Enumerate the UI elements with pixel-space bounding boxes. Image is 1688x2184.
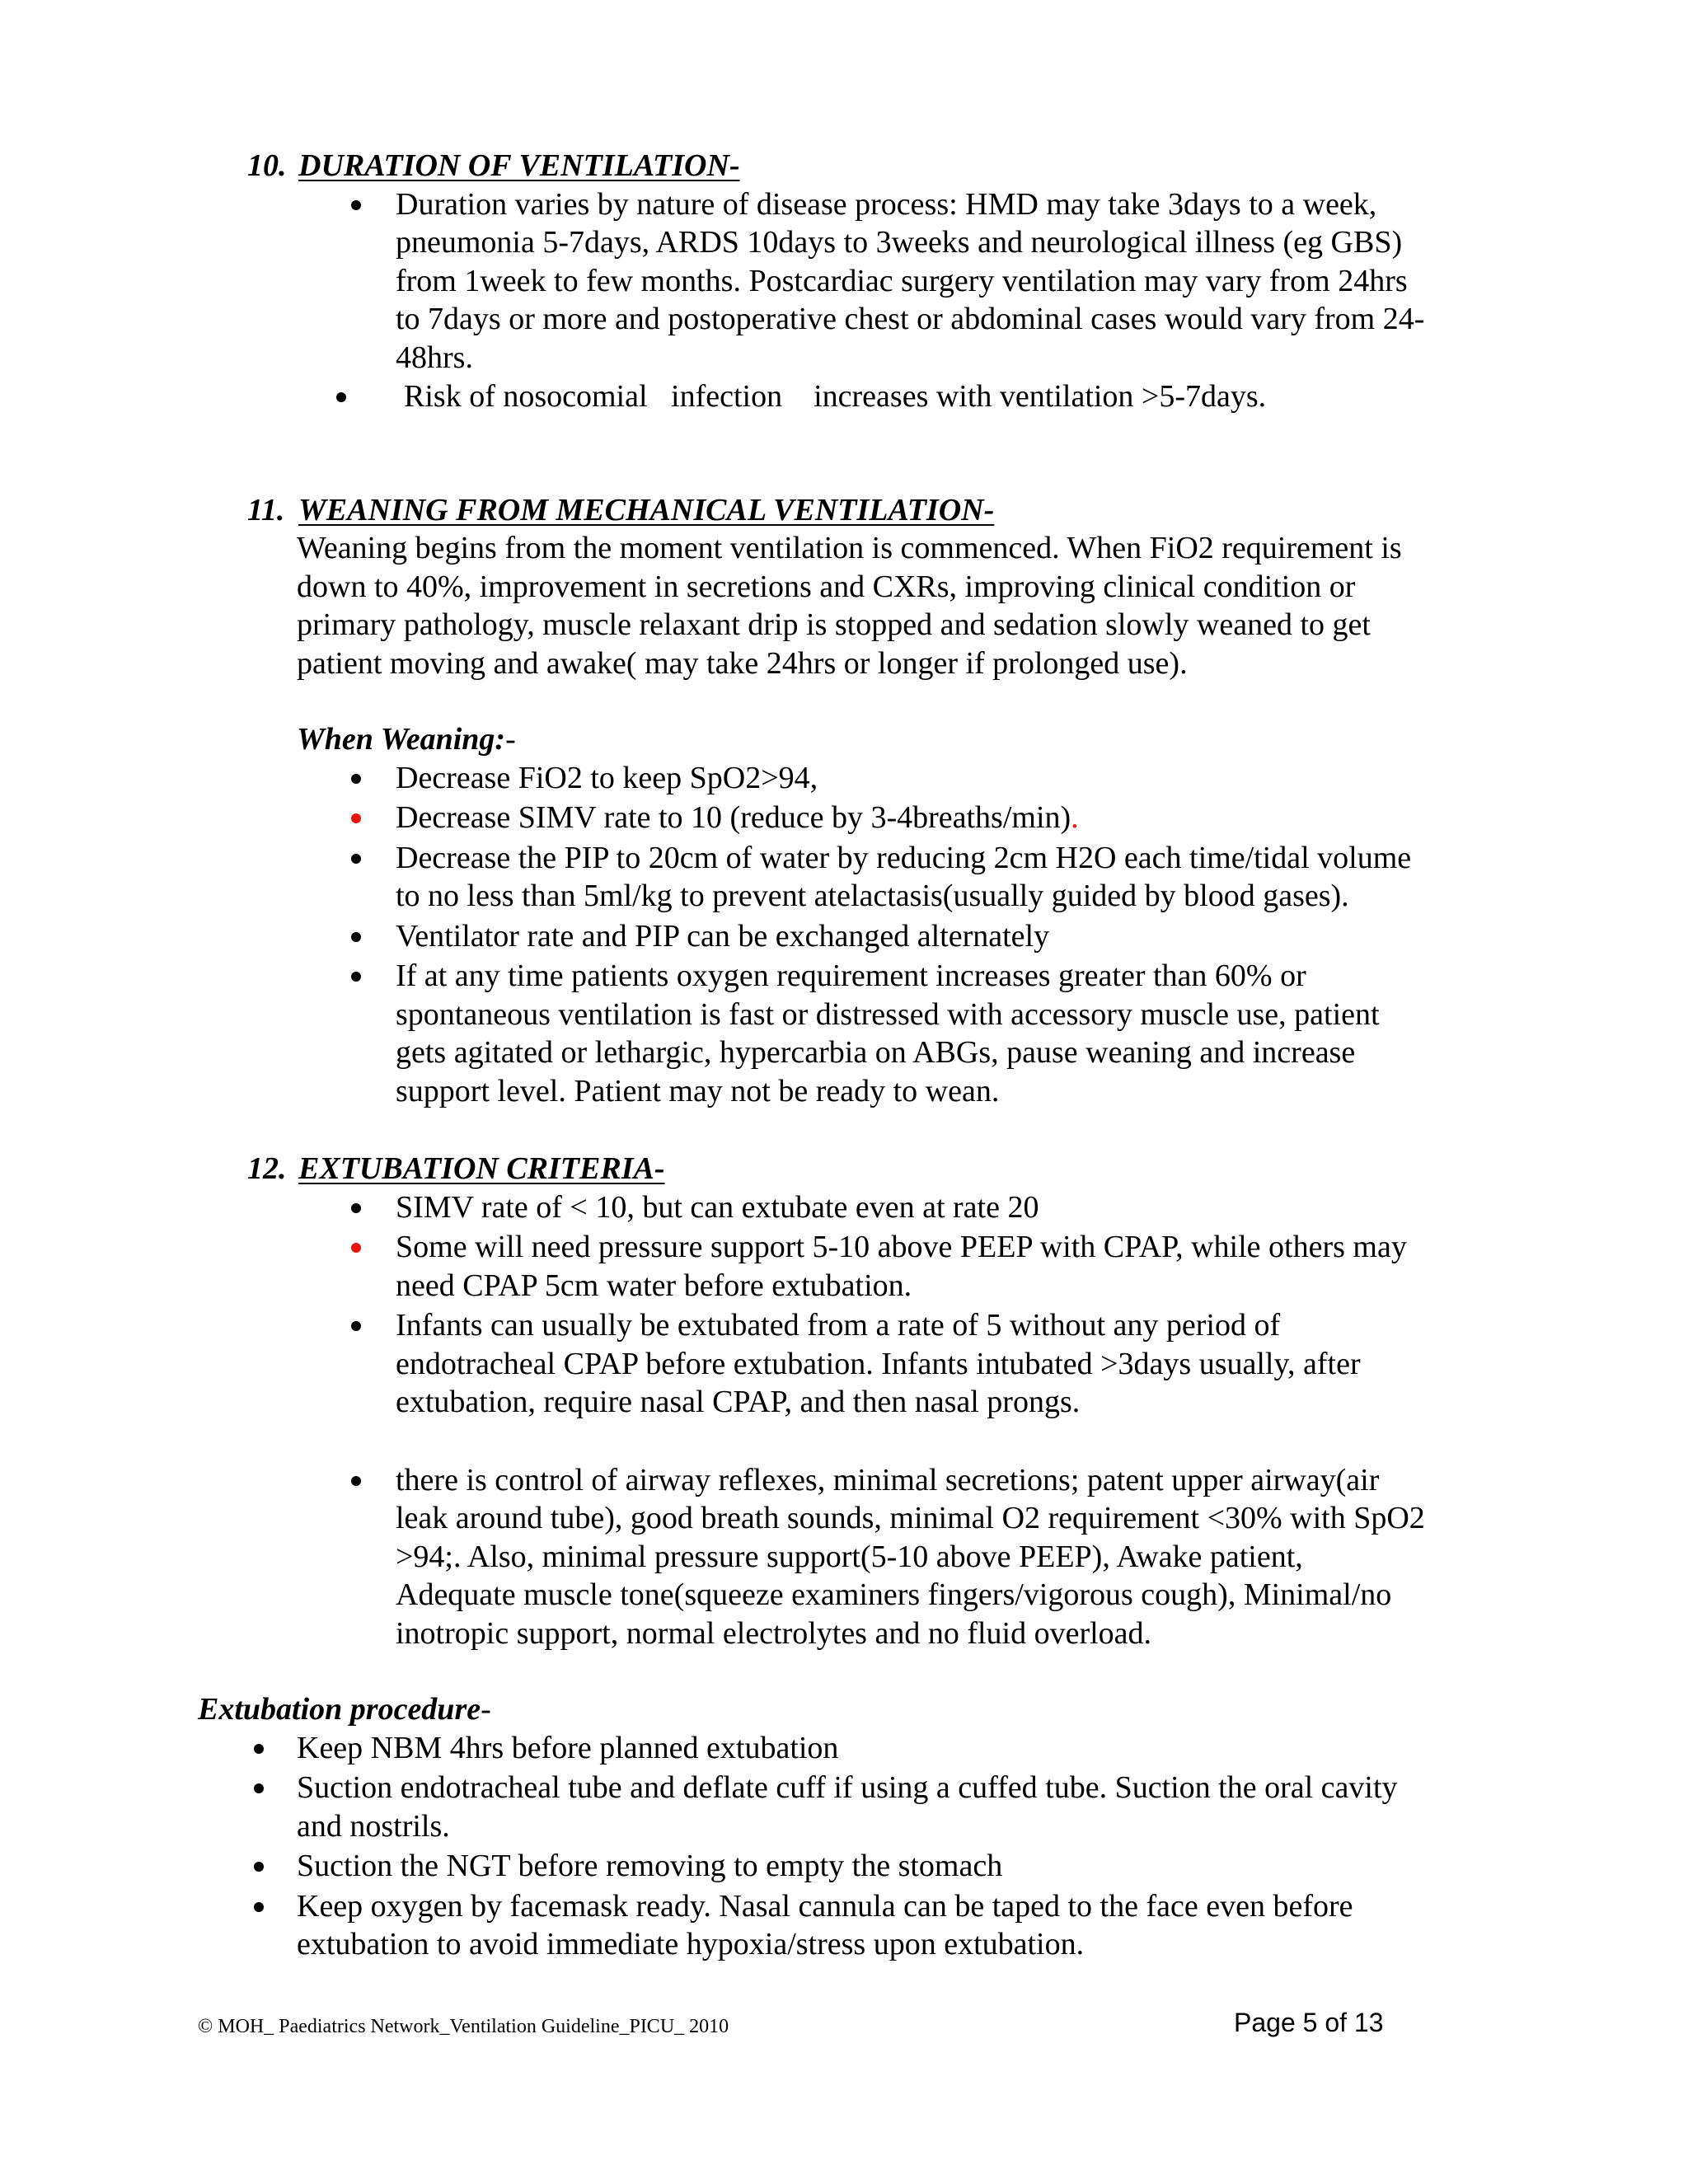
line: Suction endotracheal tube and deflate cuff if using a cuffed tube. Suction the oral cavity <box>297 1770 1398 1805</box>
line: primary pathology, muscle relaxant drip is stopped and sedation slowly weaned to get <box>297 607 1371 642</box>
line: patient moving and awake( may take 24hrs or longer if prolonged use). <box>297 645 1188 681</box>
bullet-icon <box>351 972 361 982</box>
line: endotracheal CPAP before extubation. Infants intubated >3days usually, after <box>396 1346 1361 1381</box>
line: gets agitated or lethargic, hypercarbia on ABGs, pause weaning and increase <box>396 1035 1356 1070</box>
list-item <box>198 1729 1484 1768</box>
bullet-icon <box>254 1744 264 1754</box>
section-12-number: 12. <box>247 1151 287 1186</box>
line: need CPAP 5cm water before extubation. <box>396 1268 912 1303</box>
line: Keep NBM 4hrs before planned extubation <box>297 1730 839 1765</box>
list-item <box>198 957 1484 1110</box>
footer-page-number: Page 5 of 13 <box>1234 2008 1384 2037</box>
section-10-list <box>198 185 1484 416</box>
list-item <box>198 1461 1484 1653</box>
line: pneumonia 5-7days, ARDS 10days to 3weeks and neurological illness (eg GBS) <box>396 225 1403 260</box>
line: Risk of nosocomial infection increases with ventilation >5-7days. <box>404 379 1267 414</box>
bullet-icon <box>351 200 361 210</box>
bullet-icon <box>351 854 361 864</box>
line: there is control of airway reflexes, minimal secretions; patent upper airway(air <box>396 1462 1380 1497</box>
line: Weaning begins from the moment ventilation is commenced. When FiO2 requirement is <box>297 531 1402 565</box>
footer-copyright: © MOH_ Paediatrics Network_Ventilation Guideline_PICU_ 2010 <box>198 2016 729 2037</box>
line <box>396 799 1484 837</box>
line: Some will need pressure support 5-10 above PEEP with CPAP, while others may <box>396 1230 1407 1264</box>
line: from 1week to few months. Postcardiac surgery ventilation may vary from 24hrs <box>396 263 1408 298</box>
line: spontaneous ventilation is fast or distressed with accessory muscle use, patient <box>396 996 1380 1032</box>
section-11-heading <box>247 491 1484 530</box>
list-item <box>198 759 1484 798</box>
when-weaning-title: When Weaning: <box>297 722 506 757</box>
red-bullet-icon <box>351 813 361 823</box>
bullet-icon <box>254 1783 264 1793</box>
when-weaning-dash: - <box>505 722 516 757</box>
line: extubation to avoid immediate hypoxia/stress upon extubation. <box>297 1927 1085 1961</box>
bullet-icon <box>336 392 346 402</box>
line: 48hrs. <box>396 340 473 375</box>
spacer <box>198 1110 1484 1150</box>
list-item <box>198 1228 1484 1305</box>
list-item <box>198 1769 1484 1845</box>
extubation-procedure-dash: - <box>481 1692 491 1727</box>
line: and nostrils. <box>297 1808 450 1844</box>
line: SIMV rate of < 10, but can extubate even at rate 20 <box>396 1189 1039 1225</box>
page-content <box>198 147 1484 1964</box>
line: extubation, require nasal CPAP, and then nasal prongs. <box>396 1385 1081 1419</box>
line: Suction the NGT before removing to empty the stomach <box>297 1849 1003 1883</box>
list-item <box>198 839 1484 916</box>
extubation-procedure-heading <box>198 1690 1484 1729</box>
list-item <box>198 377 1484 416</box>
line: Infants can usually be extubated from a rate of 5 without any period of <box>396 1308 1281 1343</box>
list-item <box>198 1188 1484 1227</box>
line: to 7days or more and postoperative chest or abdominal cases would vary from 24- <box>396 302 1425 336</box>
line: leak around tube), good breath sounds, minimal O2 requirement <30% with SpO2 <box>396 1501 1425 1535</box>
red-period: . <box>1071 800 1079 835</box>
list-item <box>198 185 1484 377</box>
line: Duration varies by nature of disease process: HMD may take 3days to a week, <box>396 186 1377 222</box>
bullet-icon <box>351 932 361 942</box>
line: >94;. Also, minimal pressure support(5-10 above PEEP), Awake patient, <box>396 1539 1303 1574</box>
section-11-number: 11. <box>247 492 285 527</box>
section-10-number: 10. <box>247 148 287 183</box>
list-item <box>198 917 1484 956</box>
bullet-icon <box>351 1476 361 1486</box>
bullet-icon <box>351 1203 361 1213</box>
bullet-icon <box>351 774 361 784</box>
extubation-criteria-list <box>198 1188 1484 1653</box>
line: to no less than 5ml/kg to prevent atelactasis(usually guided by blood gases). <box>396 879 1349 913</box>
line: support level. Patient may not be ready to wean. <box>396 1073 1000 1108</box>
list-item <box>198 1887 1484 1964</box>
line: inotropic support, normal electrolytes and no fluid overload. <box>396 1615 1152 1651</box>
line: Keep oxygen by facemask ready. Nasal cannula can be taped to the face even before <box>297 1888 1353 1924</box>
bullet-icon <box>254 1862 264 1872</box>
when-weaning-heading <box>198 720 1484 759</box>
section-10-heading <box>247 147 1484 185</box>
list-item <box>198 799 1484 837</box>
line: If at any time patients oxygen requirement increases greater than 60% or <box>396 958 1306 993</box>
weaning-list <box>198 759 1484 1111</box>
line: Decrease FiO2 to keep SpO2>94, <box>396 760 818 795</box>
line: Ventilator rate and PIP can be exchanged alternately <box>396 918 1050 954</box>
line-text: Decrease SIMV rate to 10 (reduce by 3-4breaths/min) <box>396 800 1071 835</box>
extubation-procedure-title: Extubation procedure <box>198 1692 481 1727</box>
section-12-heading <box>247 1150 1484 1188</box>
spacer <box>198 1652 1484 1690</box>
extubation-procedure-list <box>198 1729 1484 1964</box>
list-item <box>198 1847 1484 1886</box>
section-11-title: WEANING FROM MECHANICAL VENTILATION- <box>298 492 995 527</box>
list-item <box>198 1306 1484 1422</box>
red-bullet-icon <box>351 1243 361 1253</box>
section-10-title: DURATION OF VENTILATION- <box>298 148 740 183</box>
bullet-icon <box>254 1902 264 1912</box>
section-12-title: EXTUBATION CRITERIA- <box>298 1151 665 1186</box>
spacer <box>198 416 1484 491</box>
line: Decrease the PIP to 20cm of water by reducing 2cm H2O each time/tidal volume <box>396 840 1412 875</box>
section-11-paragraph <box>198 529 1484 682</box>
line: Adequate muscle tone(squeeze examiners fingers/vigorous cough), Minimal/no <box>396 1577 1392 1612</box>
line: down to 40%, improvement in secretions and CXRs, improving clinical condition or <box>297 569 1356 604</box>
bullet-icon <box>351 1321 361 1331</box>
spacer <box>198 682 1484 720</box>
